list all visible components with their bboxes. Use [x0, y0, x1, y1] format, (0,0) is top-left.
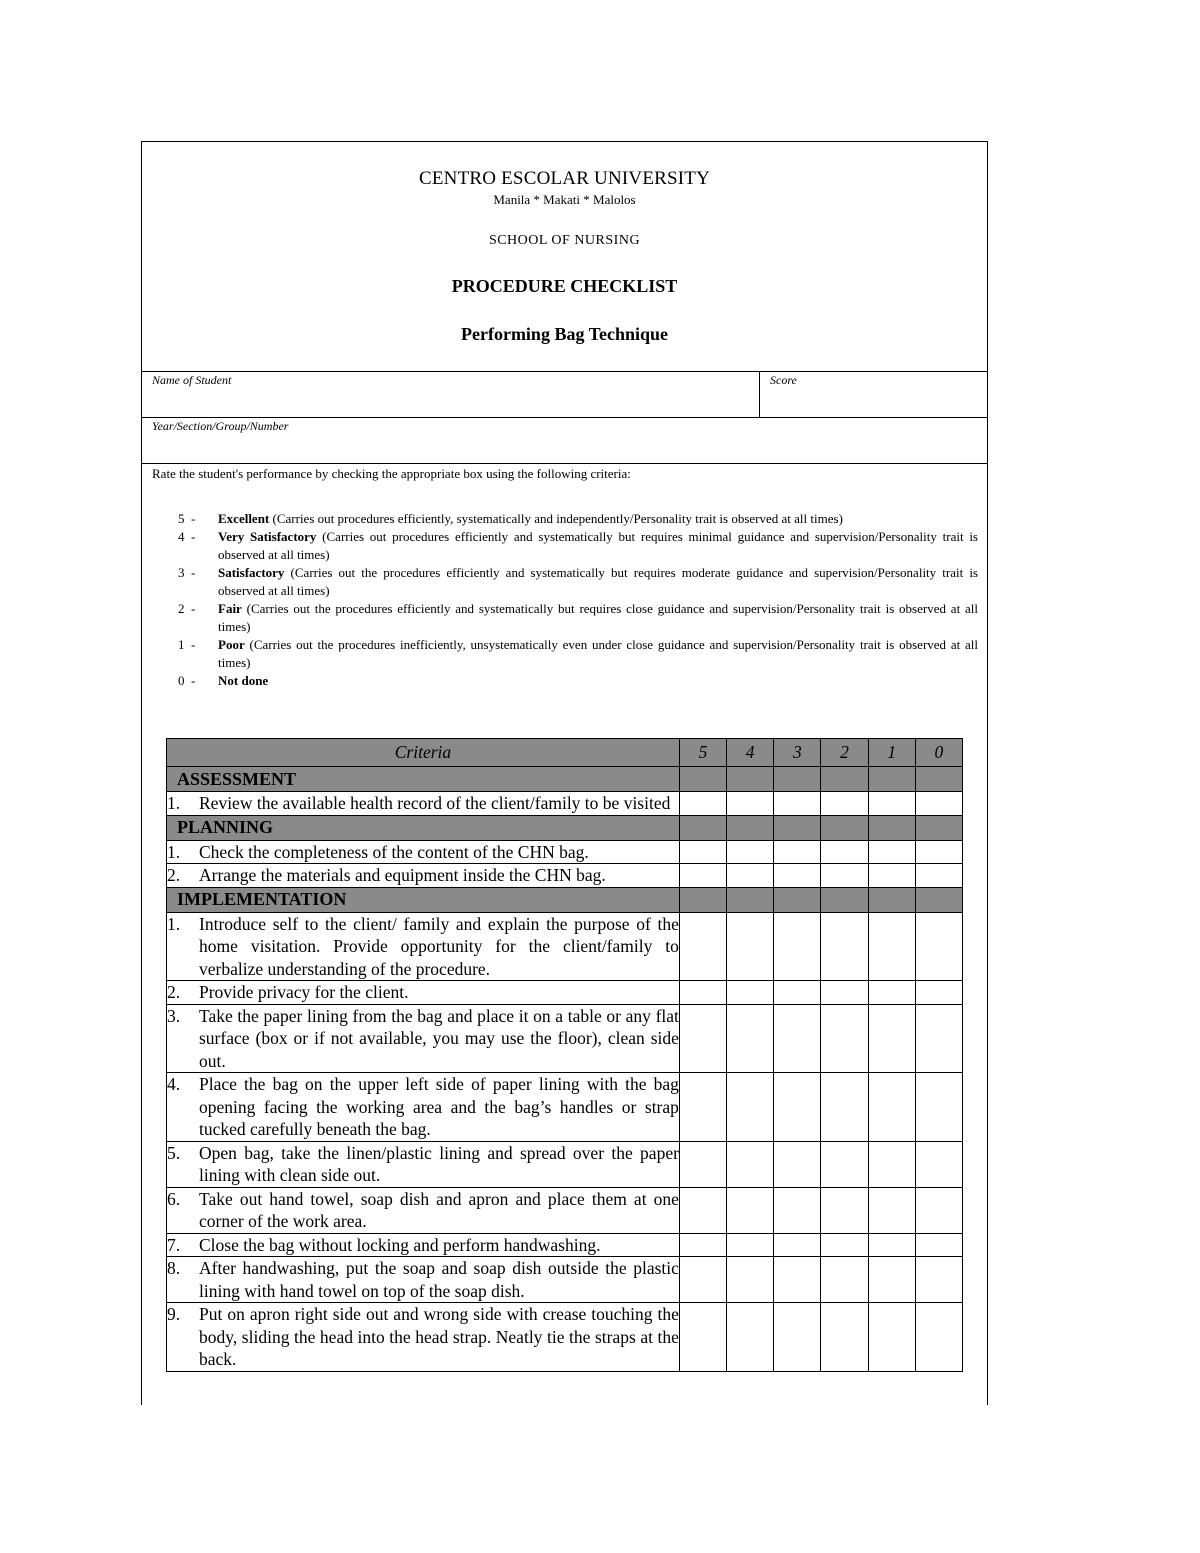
table-row: [167, 864, 963, 888]
criterion-cell: [167, 1073, 680, 1142]
criterion-number: 1.: [167, 841, 181, 862]
score-checkbox-cell[interactable]: [774, 792, 821, 816]
score-checkbox-cell[interactable]: [727, 1004, 774, 1073]
divider: [142, 417, 987, 418]
rating-number: 3 -: [178, 565, 196, 580]
rating-label: Satisfactory: [218, 565, 285, 580]
divider: [142, 463, 987, 464]
criterion-cell: [167, 792, 680, 816]
score-checkbox-cell[interactable]: [774, 1073, 821, 1142]
section-label: PLANNING: [167, 815, 680, 840]
score-checkbox-cell[interactable]: [915, 864, 962, 888]
score-header: 4: [727, 739, 774, 767]
rating-number: 2 -: [178, 601, 196, 616]
table-row: [167, 1073, 963, 1142]
section-label: IMPLEMENTATION: [167, 887, 680, 912]
criterion-text: Open bag, take the linen/plastic lining and spread over the paper lining with clean side out.: [199, 1142, 679, 1185]
rating-scale-item: [178, 636, 978, 672]
criterion-text: Arrange the materials and equipment inside the CHN bag.: [199, 865, 606, 885]
rating-scale-item: [178, 672, 978, 690]
score-checkbox-cell[interactable]: [727, 1141, 774, 1187]
section-row: [167, 767, 963, 792]
table-row: [167, 792, 963, 816]
score-checkbox-cell[interactable]: [679, 1233, 726, 1257]
score-checkbox-cell[interactable]: [868, 1004, 915, 1073]
score-checkbox-cell[interactable]: [915, 912, 962, 981]
section-label: ASSESSMENT: [167, 767, 680, 792]
rating-label: Not done: [218, 673, 269, 688]
criterion-cell: [167, 1303, 680, 1372]
table-row: [167, 840, 963, 864]
score-checkbox-cell[interactable]: [774, 1004, 821, 1073]
score-checkbox-cell[interactable]: [679, 1257, 726, 1303]
score-checkbox-cell[interactable]: [868, 864, 915, 888]
table-row: [167, 1141, 963, 1187]
criterion-text: Place the bag on the upper left side of paper lining with the bag opening facing the working area and the bag’s handles or strap tucked carefully beneath the bag.: [199, 1074, 679, 1139]
procedure-title: Performing Bag Technique: [460, 324, 668, 344]
score-checkbox-cell[interactable]: [868, 1303, 915, 1372]
score-checkbox-cell[interactable]: [679, 981, 726, 1005]
criterion-number: 9.: [167, 1304, 181, 1324]
rating-scale: [178, 510, 978, 690]
page-margin: [141, 1405, 988, 1553]
score-checkbox-cell[interactable]: [915, 840, 962, 864]
score-checkbox-cell[interactable]: [821, 840, 868, 864]
score-checkbox-cell[interactable]: [868, 840, 915, 864]
criterion-cell: [167, 864, 680, 888]
score-checkbox-cell[interactable]: [868, 1233, 915, 1257]
score-checkbox-cell[interactable]: [915, 1303, 962, 1372]
criterion-cell: [167, 1187, 680, 1233]
section-score-cell: [821, 887, 868, 912]
score-checkbox-cell[interactable]: [727, 1257, 774, 1303]
score-checkbox-cell[interactable]: [868, 1187, 915, 1233]
section-score-cell: [774, 767, 821, 792]
score-checkbox-cell[interactable]: [774, 1141, 821, 1187]
section-score-cell: [821, 767, 868, 792]
section-score-cell: [727, 887, 774, 912]
document-header: [142, 142, 987, 371]
criterion-text: Take the paper lining from the bag and place it on a table or any flat surface (box or if not available, you may use the floor), clean side out.: [199, 1005, 679, 1071]
score-checkbox-cell[interactable]: [868, 981, 915, 1005]
section-score-cell: [915, 887, 962, 912]
section-score-cell: [774, 887, 821, 912]
section-score-cell: [679, 887, 726, 912]
score-checkbox-cell[interactable]: [727, 864, 774, 888]
rating-scale-item: [178, 600, 978, 636]
criterion-text: After handwashing, put the soap and soap dish outside the plastic lining with hand towel on top of the soap dish.: [199, 1258, 679, 1301]
table-row: [167, 1187, 963, 1233]
section-score-cell: [727, 767, 774, 792]
criterion-number: 8.: [167, 1258, 181, 1278]
divider: [142, 371, 987, 372]
criterion-cell: [167, 1004, 680, 1073]
score-checkbox-cell[interactable]: [868, 1141, 915, 1187]
score-checkbox-cell[interactable]: [821, 1257, 868, 1303]
rating-scale-item: [178, 528, 978, 564]
criterion-text: Take out hand towel, soap dish and apron and place them at one corner of the work area.: [199, 1188, 679, 1231]
score-header: 2: [821, 739, 868, 767]
score-header: 3: [774, 739, 821, 767]
score-checkbox-cell[interactable]: [727, 840, 774, 864]
score-checkbox-cell[interactable]: [774, 981, 821, 1005]
score-checkbox-cell[interactable]: [868, 912, 915, 981]
criterion-cell: [167, 1141, 680, 1187]
criterion-text: Close the bag without locking and perform handwashing.: [199, 1234, 601, 1255]
score-checkbox-cell[interactable]: [774, 840, 821, 864]
rating-label: Very Satisfactory: [218, 529, 317, 544]
score-checkbox-cell[interactable]: [821, 1233, 868, 1257]
rating-description: (Carries out the procedures efficiently and systematically but requires close guidance and supervision/Personality trait is observed at all times): [218, 601, 978, 634]
score-checkbox-cell[interactable]: [915, 1187, 962, 1233]
criterion-cell: [167, 912, 680, 981]
score-checkbox-cell[interactable]: [774, 1303, 821, 1372]
score-checkbox-cell[interactable]: [821, 792, 868, 816]
section-row: [167, 887, 963, 912]
criterion-number: 2.: [167, 865, 181, 885]
divider: [759, 371, 760, 417]
score-checkbox-cell[interactable]: [774, 1257, 821, 1303]
section-score-cell: [868, 887, 915, 912]
school-name: SCHOOL OF NURSING: [488, 233, 641, 248]
score-checkbox-cell[interactable]: [727, 792, 774, 816]
criterion-text: Put on apron right side out and wrong side with crease touching the body, sliding the head into the head strap. Neatly tie the straps at the back.: [199, 1304, 679, 1369]
criteria-header: Criteria: [167, 739, 680, 767]
criterion-number: 4.: [167, 1074, 181, 1094]
criterion-number: 6.: [167, 1188, 181, 1209]
criterion-number: 1.: [167, 913, 181, 934]
score-checkbox-cell[interactable]: [679, 864, 726, 888]
score-header: 5: [679, 739, 726, 767]
table-row: [167, 1233, 963, 1257]
score-checkbox-cell[interactable]: [821, 912, 868, 981]
section-score-cell: [868, 767, 915, 792]
rating-description: (Carries out the procedures efficiently and systematically but requires moderate guidance and supervision/Personality trait is observed at all times): [218, 565, 978, 598]
score-checkbox-cell[interactable]: [679, 1073, 726, 1142]
rating-scale-item: [178, 564, 978, 600]
score-checkbox-cell[interactable]: [915, 981, 962, 1005]
criterion-text: Review the available health record of the client/family to be visited: [199, 793, 671, 813]
score-checkbox-cell[interactable]: [821, 1004, 868, 1073]
criterion-cell: [167, 1233, 680, 1257]
score-checkbox-cell[interactable]: [727, 912, 774, 981]
table-row: [167, 1257, 963, 1303]
score-checkbox-cell[interactable]: [915, 1141, 962, 1187]
score-label: Score: [770, 373, 797, 387]
score-checkbox-cell[interactable]: [679, 1141, 726, 1187]
score-checkbox-cell[interactable]: [727, 1303, 774, 1372]
criterion-cell: [167, 840, 680, 864]
criterion-number: 1.: [167, 793, 181, 813]
score-checkbox-cell[interactable]: [868, 1257, 915, 1303]
criterion-text: Provide privacy for the client.: [199, 982, 409, 1002]
score-checkbox-cell[interactable]: [821, 1141, 868, 1187]
rating-description: (Carries out procedures efficiently and systematically but requires minimal guidance and supervision/Personality trait is observed at all times): [218, 529, 978, 562]
score-checkbox-cell[interactable]: [915, 1004, 962, 1073]
score-checkbox-cell[interactable]: [679, 792, 726, 816]
section-score-cell: [915, 815, 962, 840]
criterion-cell: [167, 981, 680, 1005]
score-checkbox-cell[interactable]: [915, 1073, 962, 1142]
section-score-cell: [868, 815, 915, 840]
score-checkbox-cell[interactable]: [915, 1233, 962, 1257]
score-checkbox-cell[interactable]: [821, 981, 868, 1005]
rating-label: Excellent: [218, 511, 270, 526]
table-row: [167, 1303, 963, 1372]
rating-label: Poor: [218, 637, 245, 652]
score-checkbox-cell[interactable]: [774, 864, 821, 888]
score-checkbox-cell[interactable]: [727, 1073, 774, 1142]
score-checkbox-cell[interactable]: [774, 912, 821, 981]
student-name-label: Name of Student: [152, 373, 232, 387]
year-section-label: Year/Section/Group/Number: [152, 419, 289, 433]
rating-number: 4 -: [178, 529, 196, 544]
rating-scale-item: [178, 510, 978, 528]
campus-list: Manila * Makati * Malolos: [493, 192, 636, 207]
criterion-text: Introduce self to the client/ family and explain the purpose of the home visitation. Provide opportunity for the client/family to verbalize understanding of the procedure.: [199, 913, 679, 979]
criterion-cell: [167, 1257, 680, 1303]
score-checkbox-cell[interactable]: [915, 1257, 962, 1303]
rating-number: 5 -: [178, 511, 196, 526]
table-row: [167, 981, 963, 1005]
document-title: PROCEDURE CHECKLIST: [451, 276, 678, 296]
section-score-cell: [679, 815, 726, 840]
table-row: [167, 1004, 963, 1073]
section-score-cell: [727, 815, 774, 840]
criterion-number: 3.: [167, 1005, 181, 1026]
score-checkbox-cell[interactable]: [915, 792, 962, 816]
section-score-cell: [679, 767, 726, 792]
table-header-row: [167, 739, 963, 767]
score-header: 1: [868, 739, 915, 767]
score-checkbox-cell[interactable]: [821, 864, 868, 888]
score-checkbox-cell[interactable]: [679, 1303, 726, 1372]
rating-description: (Carries out the procedures inefficiently, unsystematically even under close guidance and supervision/Personality trait is observed at all times): [218, 637, 978, 670]
score-checkbox-cell[interactable]: [868, 1073, 915, 1142]
section-row: [167, 815, 963, 840]
rating-number: 1 -: [178, 637, 196, 652]
score-checkbox-cell[interactable]: [821, 1073, 868, 1142]
checklist-table: [166, 738, 963, 1372]
score-checkbox-cell[interactable]: [868, 792, 915, 816]
score-checkbox-cell[interactable]: [774, 1233, 821, 1257]
score-checkbox-cell[interactable]: [679, 1004, 726, 1073]
rating-number: 0 -: [178, 673, 196, 688]
rating-label: Fair: [218, 601, 242, 616]
criterion-text: Check the completeness of the content of the CHN bag.: [199, 841, 589, 862]
section-score-cell: [774, 815, 821, 840]
table-row: [167, 912, 963, 981]
score-checkbox-cell[interactable]: [727, 1233, 774, 1257]
score-checkbox-cell[interactable]: [821, 1187, 868, 1233]
score-checkbox-cell[interactable]: [679, 1187, 726, 1233]
rating-description: (Carries out procedures efficiently, systematically and independently/Personality trait is observed at all times): [269, 511, 843, 526]
score-checkbox-cell[interactable]: [727, 981, 774, 1005]
score-checkbox-cell[interactable]: [727, 1187, 774, 1233]
criterion-number: 5.: [167, 1142, 181, 1163]
section-score-cell: [821, 815, 868, 840]
score-checkbox-cell[interactable]: [679, 912, 726, 981]
criterion-number: 7.: [167, 1234, 181, 1255]
rating-instructions: Rate the student's performance by checking the appropriate box using the following criteria:: [152, 466, 631, 481]
score-checkbox-cell[interactable]: [774, 1187, 821, 1233]
score-checkbox-cell[interactable]: [679, 840, 726, 864]
criterion-number: 2.: [167, 982, 181, 1002]
score-checkbox-cell[interactable]: [821, 1303, 868, 1372]
section-score-cell: [915, 767, 962, 792]
university-name: CENTRO ESCOLAR UNIVERSITY: [418, 168, 711, 189]
score-header: 0: [915, 739, 962, 767]
